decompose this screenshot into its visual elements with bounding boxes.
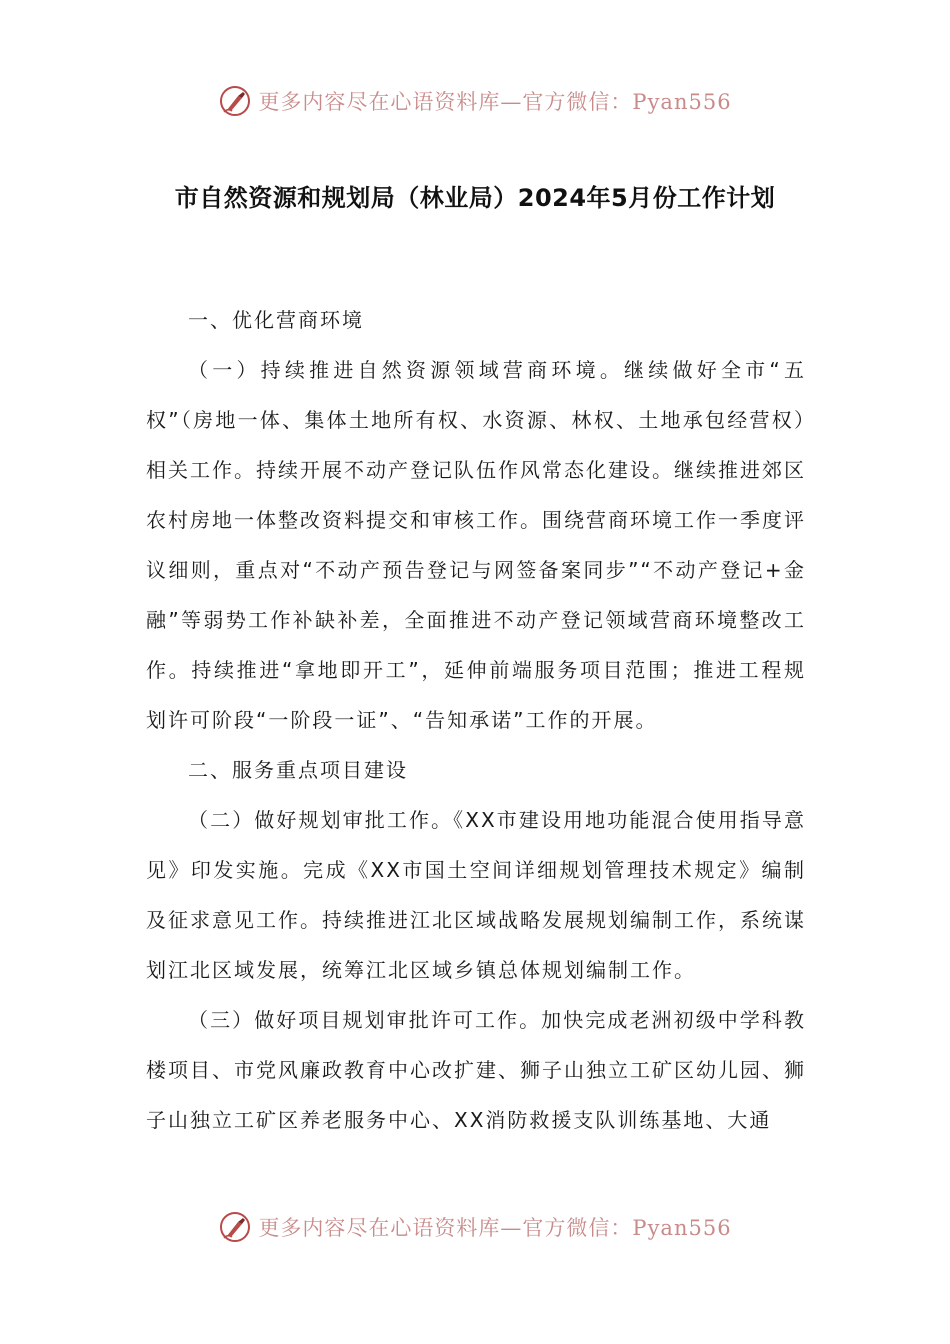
footer-watermark [0,1210,950,1244]
document-title: 市自然资源和规划局（林业局）2024年5月份工作计划 [174,184,776,212]
paragraph-1: （一）持续推进自然资源领域营商环境。继续做好全市“五权”（房地一体、集体土地所有权、水资源、林权、土地承包经营权）相关工作。持续开展不动产登记队伍作风常态化建设。继续推进郊区农村房地一体整改资料提交和审核工作。围绕营商环境工作一季度评议细则，重点对“不动产预告登记与网签备案同步”“不动产登记+金融”等弱势工作补缺补差，全面推进不动产登记领域营商环境整改工作。持续推进“拿地即开工”，延伸前端服务项目范围；推进工程规划许可阶段“一阶段一证”、“告知承诺”工作的开展。 [146,358,806,732]
pen-nib-icon [218,1210,252,1244]
watermark-text: 更多内容尽在心语资料库—官方微信：Pyan556 [258,90,732,114]
header-watermark [0,84,950,118]
document-body [146,295,806,1145]
pen-nib-icon [218,84,252,118]
paragraph-3: （三）做好项目规划审批许可工作。加快完成老洲初级中学科教楼项目、市党风廉政教育中心改扩建、狮子山独立工矿区幼儿园、狮子山独立工矿区养老服务中心、XX消防救援支队训练基地、大通 [146,1008,806,1132]
section-heading-2: 二、服务重点项目建设 [188,758,408,782]
watermark-text: 更多内容尽在心语资料库—官方微信：Pyan556 [258,1216,732,1240]
section-heading-1: 一、优化营商环境 [188,308,364,332]
paragraph-2: （二）做好规划审批工作。《XX市建设用地功能混合使用指导意见》印发实施。完成《XX市国土空间详细规划管理技术规定》编制及征求意见工作。持续推进江北区域战略发展规划编制工作，系统谋划江北区域发展，统筹江北区域乡镇总体规划编制工作。 [146,808,806,982]
